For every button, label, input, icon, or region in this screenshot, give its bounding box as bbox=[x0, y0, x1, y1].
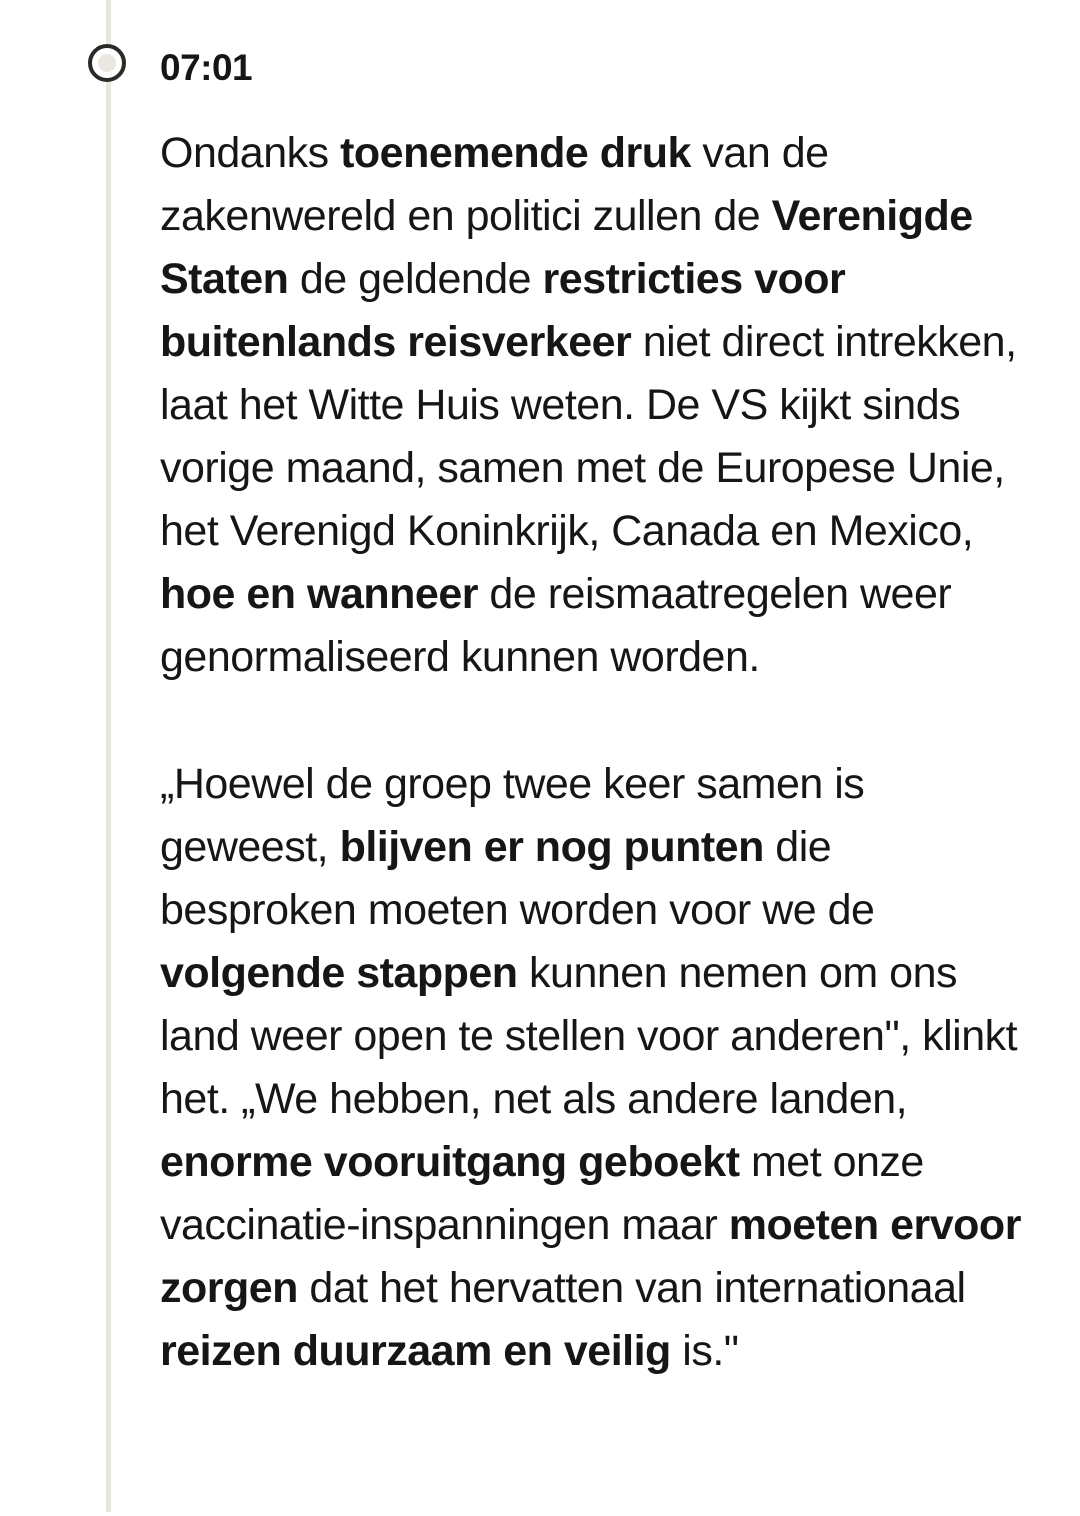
timeline-dot-icon bbox=[88, 44, 126, 82]
segment-text: Ondanks bbox=[160, 129, 341, 177]
segment-bold: enorme vooruitgang geboekt bbox=[160, 1138, 740, 1186]
segment-text: „Hoewel de groep twee keer samen is geweest, bbox=[160, 760, 865, 871]
paragraph-2 bbox=[160, 753, 1028, 1383]
segment-text: met onze vaccinatie-inspanningen maar bbox=[160, 1138, 924, 1249]
segment-bold: reizen duurzaam en veilig bbox=[160, 1327, 671, 1375]
timeline-dot-inner bbox=[98, 54, 116, 72]
segment-text: die besproken moeten worden voor we de bbox=[160, 823, 875, 934]
segment-bold: restricties voor buitenlands reisverkeer bbox=[160, 255, 846, 366]
segment-text: kunnen nemen om ons land weer open te stellen voor anderen", klinkt het. „We hebben, net als andere landen, bbox=[160, 949, 1018, 1123]
segment-text: niet direct intrekken, laat het Witte Huis weten. De VS kijkt sinds vorige maand, samen met de Europese Unie, het Verenigd Koninkrijk, Canada en Mexico, bbox=[160, 318, 1017, 555]
segment-bold: toenemende druk bbox=[340, 129, 691, 177]
segment-bold: blijven er nog punten bbox=[339, 823, 764, 871]
segment-bold: Verenigde Staten bbox=[160, 192, 973, 303]
entry-body bbox=[160, 122, 1028, 1383]
segment-text: de reismaatregelen weer genormaliseerd kunnen worden. bbox=[160, 570, 952, 681]
segment-bold: hoe en wanneer bbox=[160, 570, 478, 618]
segment-text: dat het hervatten van internationaal bbox=[297, 1264, 966, 1312]
segment-bold: volgende stappen bbox=[160, 949, 518, 997]
entry-timestamp: 07:01 bbox=[160, 47, 253, 88]
segment-bold: moeten ervoor zorgen bbox=[160, 1201, 1021, 1312]
segment-text: is." bbox=[670, 1327, 739, 1375]
paragraph-1 bbox=[160, 122, 1028, 689]
segment-text: van de zakenwereld en politici zullen de bbox=[160, 129, 829, 240]
segment-text: de geldende bbox=[288, 255, 543, 303]
timeline-line bbox=[106, 0, 111, 1512]
